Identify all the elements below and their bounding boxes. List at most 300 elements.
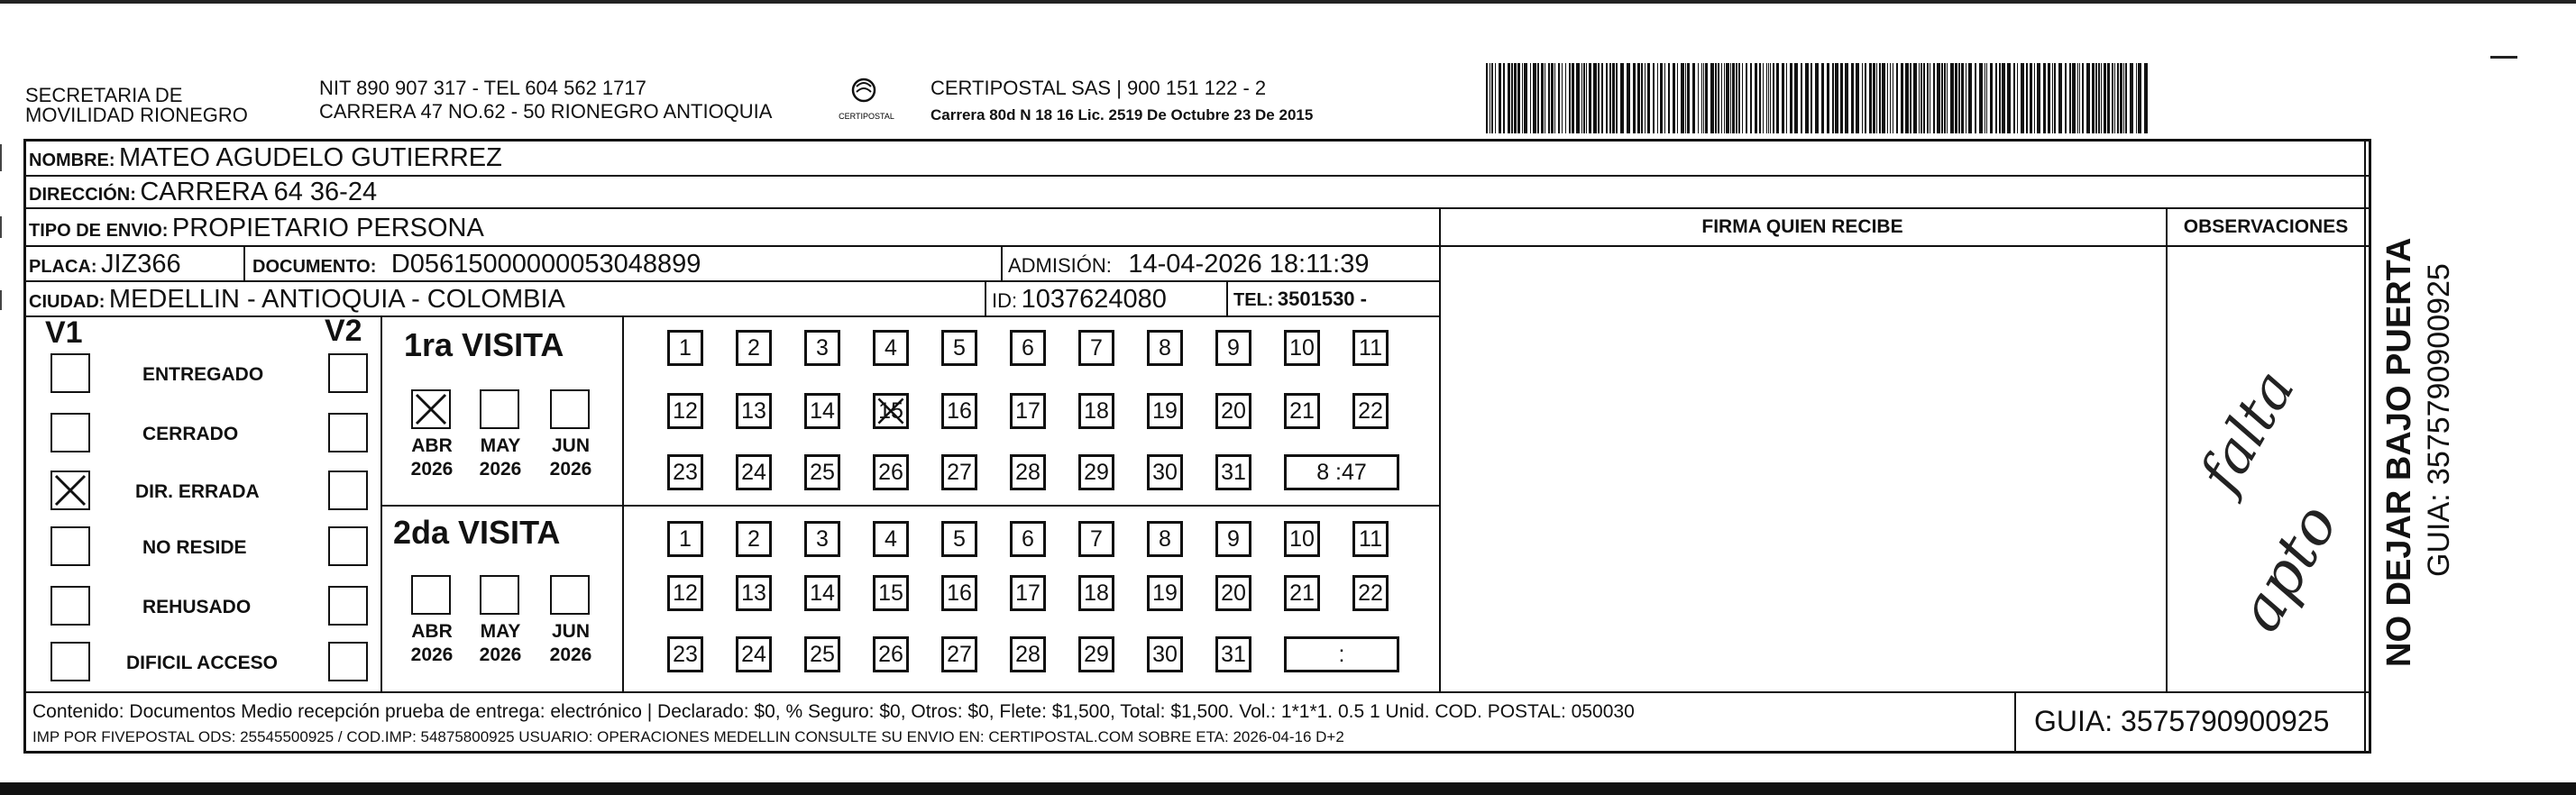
barcode-bar: [2048, 63, 2050, 133]
id-label: ID:: [992, 289, 1018, 312]
second-visit-day-box[interactable]: 23: [667, 636, 703, 672]
v1-checkbox[interactable]: [50, 413, 90, 452]
barcode-bar: [1692, 63, 1695, 133]
barcode-bar: [1718, 63, 1719, 133]
barcode-bar: [1647, 63, 1650, 133]
second-visit-day-box[interactable]: 2: [736, 521, 772, 557]
first-visit-day-box[interactable]: 24: [736, 454, 772, 490]
courier-line-2: Carrera 80d N 18 16 Lic. 2519 De Octubre 23 De 2015: [930, 106, 1314, 123]
month-label: MAY 2026: [479, 621, 522, 665]
barcode-bar: [1730, 63, 1731, 133]
barcode-bar: [1620, 63, 1624, 133]
barcode-bar: [1979, 63, 1983, 133]
barcode-bar: [1763, 63, 1764, 133]
barcode-bar: [1721, 63, 1722, 133]
barcode-bar: [1968, 63, 1972, 133]
v2-heading: V2: [325, 314, 362, 348]
ciudad-label: CIUDAD:: [29, 292, 105, 312]
barcode-bar: [2021, 63, 2024, 133]
barcode-bar: [1637, 63, 1640, 133]
second-visit-day-box[interactable]: 4: [873, 521, 909, 557]
status-label: ENTREGADO: [142, 364, 264, 385]
barcode-bar: [1565, 63, 1566, 133]
barcode-bar: [1879, 63, 1881, 133]
barcode-bar: [1821, 63, 1824, 133]
barcode-bar: [2065, 63, 2067, 133]
barcode-bar: [1541, 63, 1544, 133]
v2-checkbox[interactable]: [328, 586, 368, 626]
barcode-bar: [1660, 63, 1663, 133]
tipo-value: PROPIETARIO PERSONA: [171, 214, 484, 242]
v2-checkbox[interactable]: [328, 353, 368, 393]
barcode-bar: [1835, 63, 1838, 133]
barcode-bar: [1776, 63, 1779, 133]
second-visit-day-box[interactable]: 30: [1147, 636, 1183, 672]
barcode-bar: [1901, 63, 1903, 133]
id-value: 1037624080: [1021, 285, 1167, 314]
barcode-bar: [1705, 63, 1708, 133]
barcode-bar: [1910, 63, 1911, 133]
second-visit-day-box[interactable]: 27: [941, 636, 977, 672]
barcode-bar: [1905, 63, 1909, 133]
barcode-bar: [1759, 63, 1761, 133]
first-visit-title: 1ra VISITA: [404, 326, 564, 363]
barcode-bar: [2104, 63, 2106, 133]
barcode-bar: [1511, 63, 1513, 133]
barcode-bar: [1653, 63, 1655, 133]
barcode-bar: [1768, 63, 1769, 133]
barcode-bar: [2086, 63, 2090, 133]
first-visit-day-box[interactable]: 16: [941, 393, 977, 429]
barcode-bar: [1827, 63, 1829, 133]
ciudad-value: MEDELLIN - ANTIOQUIA - COLOMBIA: [108, 285, 565, 314]
ciudad-row: [29, 284, 565, 319]
barcode-bar: [2026, 63, 2028, 133]
barcode-bar: [1937, 63, 1940, 133]
handwritten-word-2: apto: [2224, 492, 2351, 640]
documento-row: [252, 249, 701, 284]
barcode-bar: [1554, 63, 1555, 133]
barcode-bar: [1601, 63, 1603, 133]
barcode-bar: [1533, 63, 1536, 133]
barcode-bar: [2072, 63, 2076, 133]
barcode-bar: [1598, 63, 1600, 133]
barcode-bar: [2144, 63, 2148, 133]
barcode-bar: [1627, 63, 1630, 133]
first-visit-day-box[interactable]: 23: [667, 454, 703, 490]
barcode-bar: [1790, 63, 1792, 133]
v2-checkbox[interactable]: [328, 413, 368, 452]
barcode-bar: [1773, 63, 1774, 133]
barcode-bar: [1657, 63, 1658, 133]
barcode-bar: [1845, 63, 1848, 133]
second-visit-day-box[interactable]: 20: [1215, 575, 1251, 611]
first-visit-day-box[interactable]: 29: [1078, 454, 1114, 490]
second-visit-day-box[interactable]: 17: [1010, 575, 1046, 611]
barcode-bar: [1548, 63, 1550, 133]
barcode-bar: [1856, 63, 1859, 133]
second-visit-day-box[interactable]: 18: [1078, 575, 1114, 611]
barcode-bar: [1530, 63, 1531, 133]
no-dejar-warning: NO DEJAR BAJO PUERTA: [2380, 237, 2418, 667]
barcode-bar: [1995, 63, 1997, 133]
barcode-bar: [1724, 63, 1725, 133]
barcode-bar: [1633, 63, 1636, 133]
first-visit-day-box[interactable]: 4: [873, 330, 909, 366]
barcode-bar: [1742, 63, 1743, 133]
first-visit-day-box[interactable]: 12: [667, 393, 703, 429]
month-checkbox[interactable]: [411, 575, 451, 615]
barcode-bar: [1681, 63, 1684, 133]
barcode-bar: [1677, 63, 1678, 133]
month-checkbox[interactable]: [550, 575, 590, 615]
barcode-bar: [1869, 63, 1872, 133]
barcode-bar: [1703, 63, 1704, 133]
v2-checkbox[interactable]: [328, 526, 368, 566]
barcode-bar: [1921, 63, 1922, 133]
barcode-bar: [1503, 63, 1505, 133]
admision-row: [1008, 249, 1370, 284]
address-line: CARRERA 47 NO.62 - 50 RIONEGRO ANTIOQUIA: [319, 100, 773, 123]
corner-mark: [2490, 56, 2517, 59]
barcode-bar: [1944, 63, 1946, 133]
v1-checkbox[interactable]: [50, 353, 90, 393]
barcode-bar: [1593, 63, 1597, 133]
footer-imp: IMP POR FIVEPOSTAL ODS: 25545500925 / COD.IMP: 54875800925 USUARIO: OPERACIONES MEDELLIN CONSULTE SU ENVIO EN: CERTIPOSTAL.COM SOBRE ETA: 2026-04-16 D+2: [32, 728, 1344, 745]
v2-checkbox[interactable]: [328, 642, 368, 681]
second-visit-day-box[interactable]: 13: [736, 575, 772, 611]
barcode-bar: [2052, 63, 2053, 133]
barcode-bar: [1514, 63, 1517, 133]
footer-contents: Contenido: Documentos Medio recepción prueba de entrega: electrónico | Declarado: $0, % Seguro: $0, Otros: $0, Flete: $1,500, Total: $1,500. Vol.: 1*1*1. 0.5 1 Unid. COD. POSTAL: 050030: [32, 701, 1635, 722]
barcode-bar: [1999, 63, 2001, 133]
barcode-bar: [1755, 63, 1757, 133]
month-label: ABR 2026: [410, 435, 454, 480]
documento-value: D05615000000053048899: [390, 250, 701, 279]
second-visit-day-box[interactable]: 16: [941, 575, 977, 611]
barcode-bar: [2136, 63, 2137, 133]
nombre-label: NOMBRE:: [29, 151, 115, 170]
month-label: JUN 2026: [549, 435, 592, 480]
first-visit-day-box[interactable]: 1: [667, 330, 703, 366]
first-visit-day-box[interactable]: 27: [941, 454, 977, 490]
second-visit-day-box[interactable]: 12: [667, 575, 703, 611]
tipo-row: [29, 213, 484, 248]
barcode-bar: [1805, 63, 1809, 133]
barcode-bar: [1687, 63, 1690, 133]
barcode-bar: [2013, 63, 2015, 133]
barcode-bar: [1726, 63, 1729, 133]
barcode-bar: [2069, 63, 2071, 133]
barcode-bar: [1569, 63, 1571, 133]
first-visit-day-box[interactable]: 3: [804, 330, 840, 366]
second-visit-day-box[interactable]: 21: [1284, 575, 1320, 611]
status-label: DIR. ERRADA: [135, 481, 260, 502]
v1-heading: V1: [45, 315, 83, 350]
barcode-bar: [1840, 63, 1843, 133]
nit-line: NIT 890 907 317 - TEL 604 562 1717: [319, 77, 646, 99]
tel-value: 3501530 -: [1277, 288, 1367, 310]
barcode-bar: [1499, 63, 1501, 133]
barcode-bar: [1673, 63, 1675, 133]
documento-label: DOCUMENTO:: [252, 257, 377, 277]
barcode-bar: [1710, 63, 1714, 133]
logo-text: CERTIPOSTAL: [839, 112, 894, 121]
barcode-bar: [1664, 63, 1665, 133]
barcode-bar: [1896, 63, 1898, 133]
barcode-bar: [1933, 63, 1935, 133]
barcode-bar: [1919, 63, 1920, 133]
second-visit-day-box[interactable]: 6: [1010, 521, 1046, 557]
barcode-bar: [1517, 63, 1520, 133]
barcode-bar: [1927, 63, 1929, 133]
placa-label: PLACA:: [29, 257, 97, 277]
barcode-bar: [1589, 63, 1591, 133]
barcode-bar: [1873, 63, 1875, 133]
barcode-bar: [2079, 63, 2080, 133]
month-label: ABR 2026: [410, 621, 454, 665]
first-visit-day-box[interactable]: 20: [1215, 393, 1251, 429]
issuer-line-2: MOVILIDAD RIONEGRO: [25, 104, 248, 126]
barcode-bar: [1715, 63, 1717, 133]
v1-checkbox[interactable]: [50, 642, 90, 681]
second-visit-day-box[interactable]: 29: [1078, 636, 1114, 672]
status-label: NO RESIDE: [142, 537, 247, 558]
month-checkbox[interactable]: [480, 389, 519, 429]
second-visit-day-box[interactable]: 8: [1147, 521, 1183, 557]
barcode-bar: [1750, 63, 1752, 133]
second-visit-day-box[interactable]: 5: [941, 521, 977, 557]
barcode-bar: [1876, 63, 1877, 133]
barcode-bar: [2130, 63, 2133, 133]
first-visit-day-box[interactable]: 26: [873, 454, 909, 490]
tel-row: [1233, 284, 1367, 317]
barcode-bar: [2002, 63, 2005, 133]
barcode-bar: [1562, 63, 1563, 133]
barcode-bar: [2077, 63, 2078, 133]
placa-value: JIZ366: [101, 250, 181, 279]
first-visit-day-box[interactable]: 21: [1284, 393, 1320, 429]
admision-label: ADMISIÓN:: [1008, 254, 1112, 277]
month-checkbox[interactable]: [411, 389, 451, 429]
second-visit-day-box[interactable]: 26: [873, 636, 909, 672]
admision-value: 14-04-2026 18:11:39: [1128, 250, 1370, 279]
courier-line-1: CERTIPOSTAL SAS | 900 151 122 - 2: [930, 77, 1267, 99]
barcode-bar: [1668, 63, 1670, 133]
barcode-bar: [1986, 63, 1987, 133]
barcode-bar: [1955, 63, 1957, 133]
barcode-bar: [1975, 63, 1976, 133]
second-visit-day-box[interactable]: 28: [1010, 636, 1046, 672]
tipo-label: TIPO DE ENVIO:: [29, 221, 169, 241]
barcode-bar: [2058, 63, 2062, 133]
barcode-bar: [2098, 63, 2100, 133]
side-guia: GUIA: 3575790900925: [2422, 263, 2456, 577]
barcode-bar: [1685, 63, 1686, 133]
barcode-bar: [2138, 63, 2141, 133]
month-label: MAY 2026: [479, 435, 522, 480]
first-visit-time-box[interactable]: 8 :47: [1284, 454, 1399, 490]
id-row: [992, 284, 1167, 319]
barcode-bar: [1609, 63, 1611, 133]
barcode-bar: [1851, 63, 1854, 133]
observaciones-header: OBSERVACIONES: [2183, 216, 2349, 237]
nombre-value: MATEO AGUDELO GUTIERREZ: [119, 143, 502, 172]
status-label: DIFICIL ACCESO: [126, 653, 279, 673]
placa-row: [29, 249, 181, 284]
barcode-bar: [1794, 63, 1798, 133]
status-label: REHUSADO: [142, 597, 252, 617]
firma-header: FIRMA QUIEN RECIBE: [1701, 216, 1903, 237]
barcode-bar: [1612, 63, 1615, 133]
second-visit-day-box[interactable]: 19: [1147, 575, 1183, 611]
barcode-bar: [1950, 63, 1954, 133]
edge-mark: [0, 216, 2, 238]
barcode-bar: [1782, 63, 1784, 133]
barcode-bar: [1882, 63, 1885, 133]
v2-checkbox[interactable]: [328, 471, 368, 510]
barcode-bar: [1958, 63, 1960, 133]
barcode-bar: [2082, 63, 2084, 133]
barcode-bar: [1786, 63, 1787, 133]
first-visit-day-box[interactable]: 10: [1284, 330, 1320, 366]
first-visit-day-box[interactable]: 22: [1352, 393, 1389, 429]
barcode-bar: [1495, 63, 1496, 133]
top-border: [0, 0, 2576, 4]
second-visit-day-box[interactable]: 11: [1352, 521, 1389, 557]
first-visit-day-box[interactable]: 30: [1147, 454, 1183, 490]
barcode-bar: [1606, 63, 1608, 133]
barcode-bar: [1572, 63, 1574, 133]
barcode-bar: [1811, 63, 1812, 133]
barcode-bar: [1508, 63, 1510, 133]
barcode-bar: [2007, 63, 2011, 133]
issuer-line-1: SECRETARIA DE: [25, 84, 183, 106]
direccion-row: [29, 177, 377, 212]
nombre-row: [29, 142, 502, 178]
barcode-bar: [1698, 63, 1699, 133]
first-visit-day-box[interactable]: 15: [873, 393, 909, 429]
barcode-bar: [1732, 63, 1735, 133]
second-visit-day-box[interactable]: 7: [1078, 521, 1114, 557]
handwritten-observation: [2182, 343, 2362, 640]
barcode-bar: [1832, 63, 1834, 133]
barcode-bar: [1551, 63, 1554, 133]
first-visit-day-box[interactable]: 7: [1078, 330, 1114, 366]
month-checkbox[interactable]: [550, 389, 590, 429]
barcode-bar: [2125, 63, 2127, 133]
barcode-bar: [2120, 63, 2122, 133]
bottom-border: [0, 782, 2576, 795]
first-visit-day-box[interactable]: 14: [804, 393, 840, 429]
barcode-bar: [1491, 63, 1493, 133]
barcode-bar: [1576, 63, 1580, 133]
barcode-bar: [2112, 63, 2113, 133]
first-visit-day-box[interactable]: 2: [736, 330, 772, 366]
v1-checkbox[interactable]: [50, 586, 90, 626]
first-visit-day-box[interactable]: 5: [941, 330, 977, 366]
barcode-bar: [1558, 63, 1560, 133]
barcode-bar: [1862, 63, 1863, 133]
first-visit-day-box[interactable]: 28: [1010, 454, 1046, 490]
barcode-bar: [1801, 63, 1802, 133]
handwritten-word-1: falta: [2186, 359, 2307, 503]
first-visit-day-box[interactable]: 25: [804, 454, 840, 490]
second-visit-day-box[interactable]: 15: [873, 575, 909, 611]
second-visit-day-box[interactable]: 24: [736, 636, 772, 672]
second-visit-day-box[interactable]: 14: [804, 575, 840, 611]
barcode-bar: [2107, 63, 2110, 133]
second-visit-day-box[interactable]: 3: [804, 521, 840, 557]
barcode-bar: [1522, 63, 1523, 133]
second-visit-day-box[interactable]: 25: [804, 636, 840, 672]
barcode-bar: [1865, 63, 1866, 133]
barcode-bar: [2092, 63, 2095, 133]
barcode-bar: [2043, 63, 2046, 133]
barcode-bar: [2123, 63, 2124, 133]
barcode-bar: [1616, 63, 1618, 133]
first-visit-day-box[interactable]: 17: [1010, 393, 1046, 429]
second-visit-day-box[interactable]: 1: [667, 521, 703, 557]
barcode-bar: [1923, 63, 1925, 133]
v1-checkbox[interactable]: [50, 471, 90, 510]
direccion-value: CARRERA 64 36-24: [140, 178, 378, 206]
second-visit-day-box[interactable]: 9: [1215, 521, 1251, 557]
certipostal-logo: [835, 76, 898, 126]
barcode-bar: [1641, 63, 1643, 133]
barcode-bar: [1990, 63, 1993, 133]
second-visit-time-box[interactable]: :: [1284, 636, 1399, 672]
month-checkbox[interactable]: [480, 575, 519, 615]
barcode-bar: [1645, 63, 1646, 133]
first-visit-day-box[interactable]: 31: [1215, 454, 1251, 490]
barcode-bar: [2037, 63, 2040, 133]
v1-checkbox[interactable]: [50, 526, 90, 566]
second-visit-title: 2da VISITA: [393, 514, 561, 551]
second-visit-day-box[interactable]: 22: [1352, 575, 1389, 611]
barcode-bar: [1738, 63, 1740, 133]
barcode-bar: [1537, 63, 1539, 133]
barcode-bar: [1736, 63, 1737, 133]
first-visit-day-box[interactable]: 18: [1078, 393, 1114, 429]
barcode-bar: [2114, 63, 2115, 133]
second-visit-day-box[interactable]: 10: [1284, 521, 1320, 557]
barcode-bar: [1701, 63, 1702, 133]
barcode-bar: [2054, 63, 2056, 133]
second-visit-day-box[interactable]: 31: [1215, 636, 1251, 672]
status-label: CERRADO: [142, 424, 239, 444]
barcode-bar: [1746, 63, 1747, 133]
first-visit-day-box[interactable]: 6: [1010, 330, 1046, 366]
barcode-bar: [1890, 63, 1891, 133]
barcode-bar: [1947, 63, 1948, 133]
barcode-bar: [2017, 63, 2018, 133]
first-visit-day-box[interactable]: 19: [1147, 393, 1183, 429]
edge-mark: [0, 290, 2, 310]
barcode-bar: [1941, 63, 1943, 133]
barcode-bar: [1524, 63, 1527, 133]
edge-mark: [0, 144, 2, 171]
first-visit-day-box[interactable]: 11: [1352, 330, 1389, 366]
barcode-bar: [2030, 63, 2032, 133]
first-visit-day-box[interactable]: 13: [736, 393, 772, 429]
barcode-bar: [2034, 63, 2035, 133]
first-visit-day-box[interactable]: 9: [1215, 330, 1251, 366]
barcode-bar: [1583, 63, 1585, 133]
first-visit-day-box[interactable]: 8: [1147, 330, 1183, 366]
barcode-bar: [1913, 63, 1917, 133]
barcode-bar: [2095, 63, 2097, 133]
